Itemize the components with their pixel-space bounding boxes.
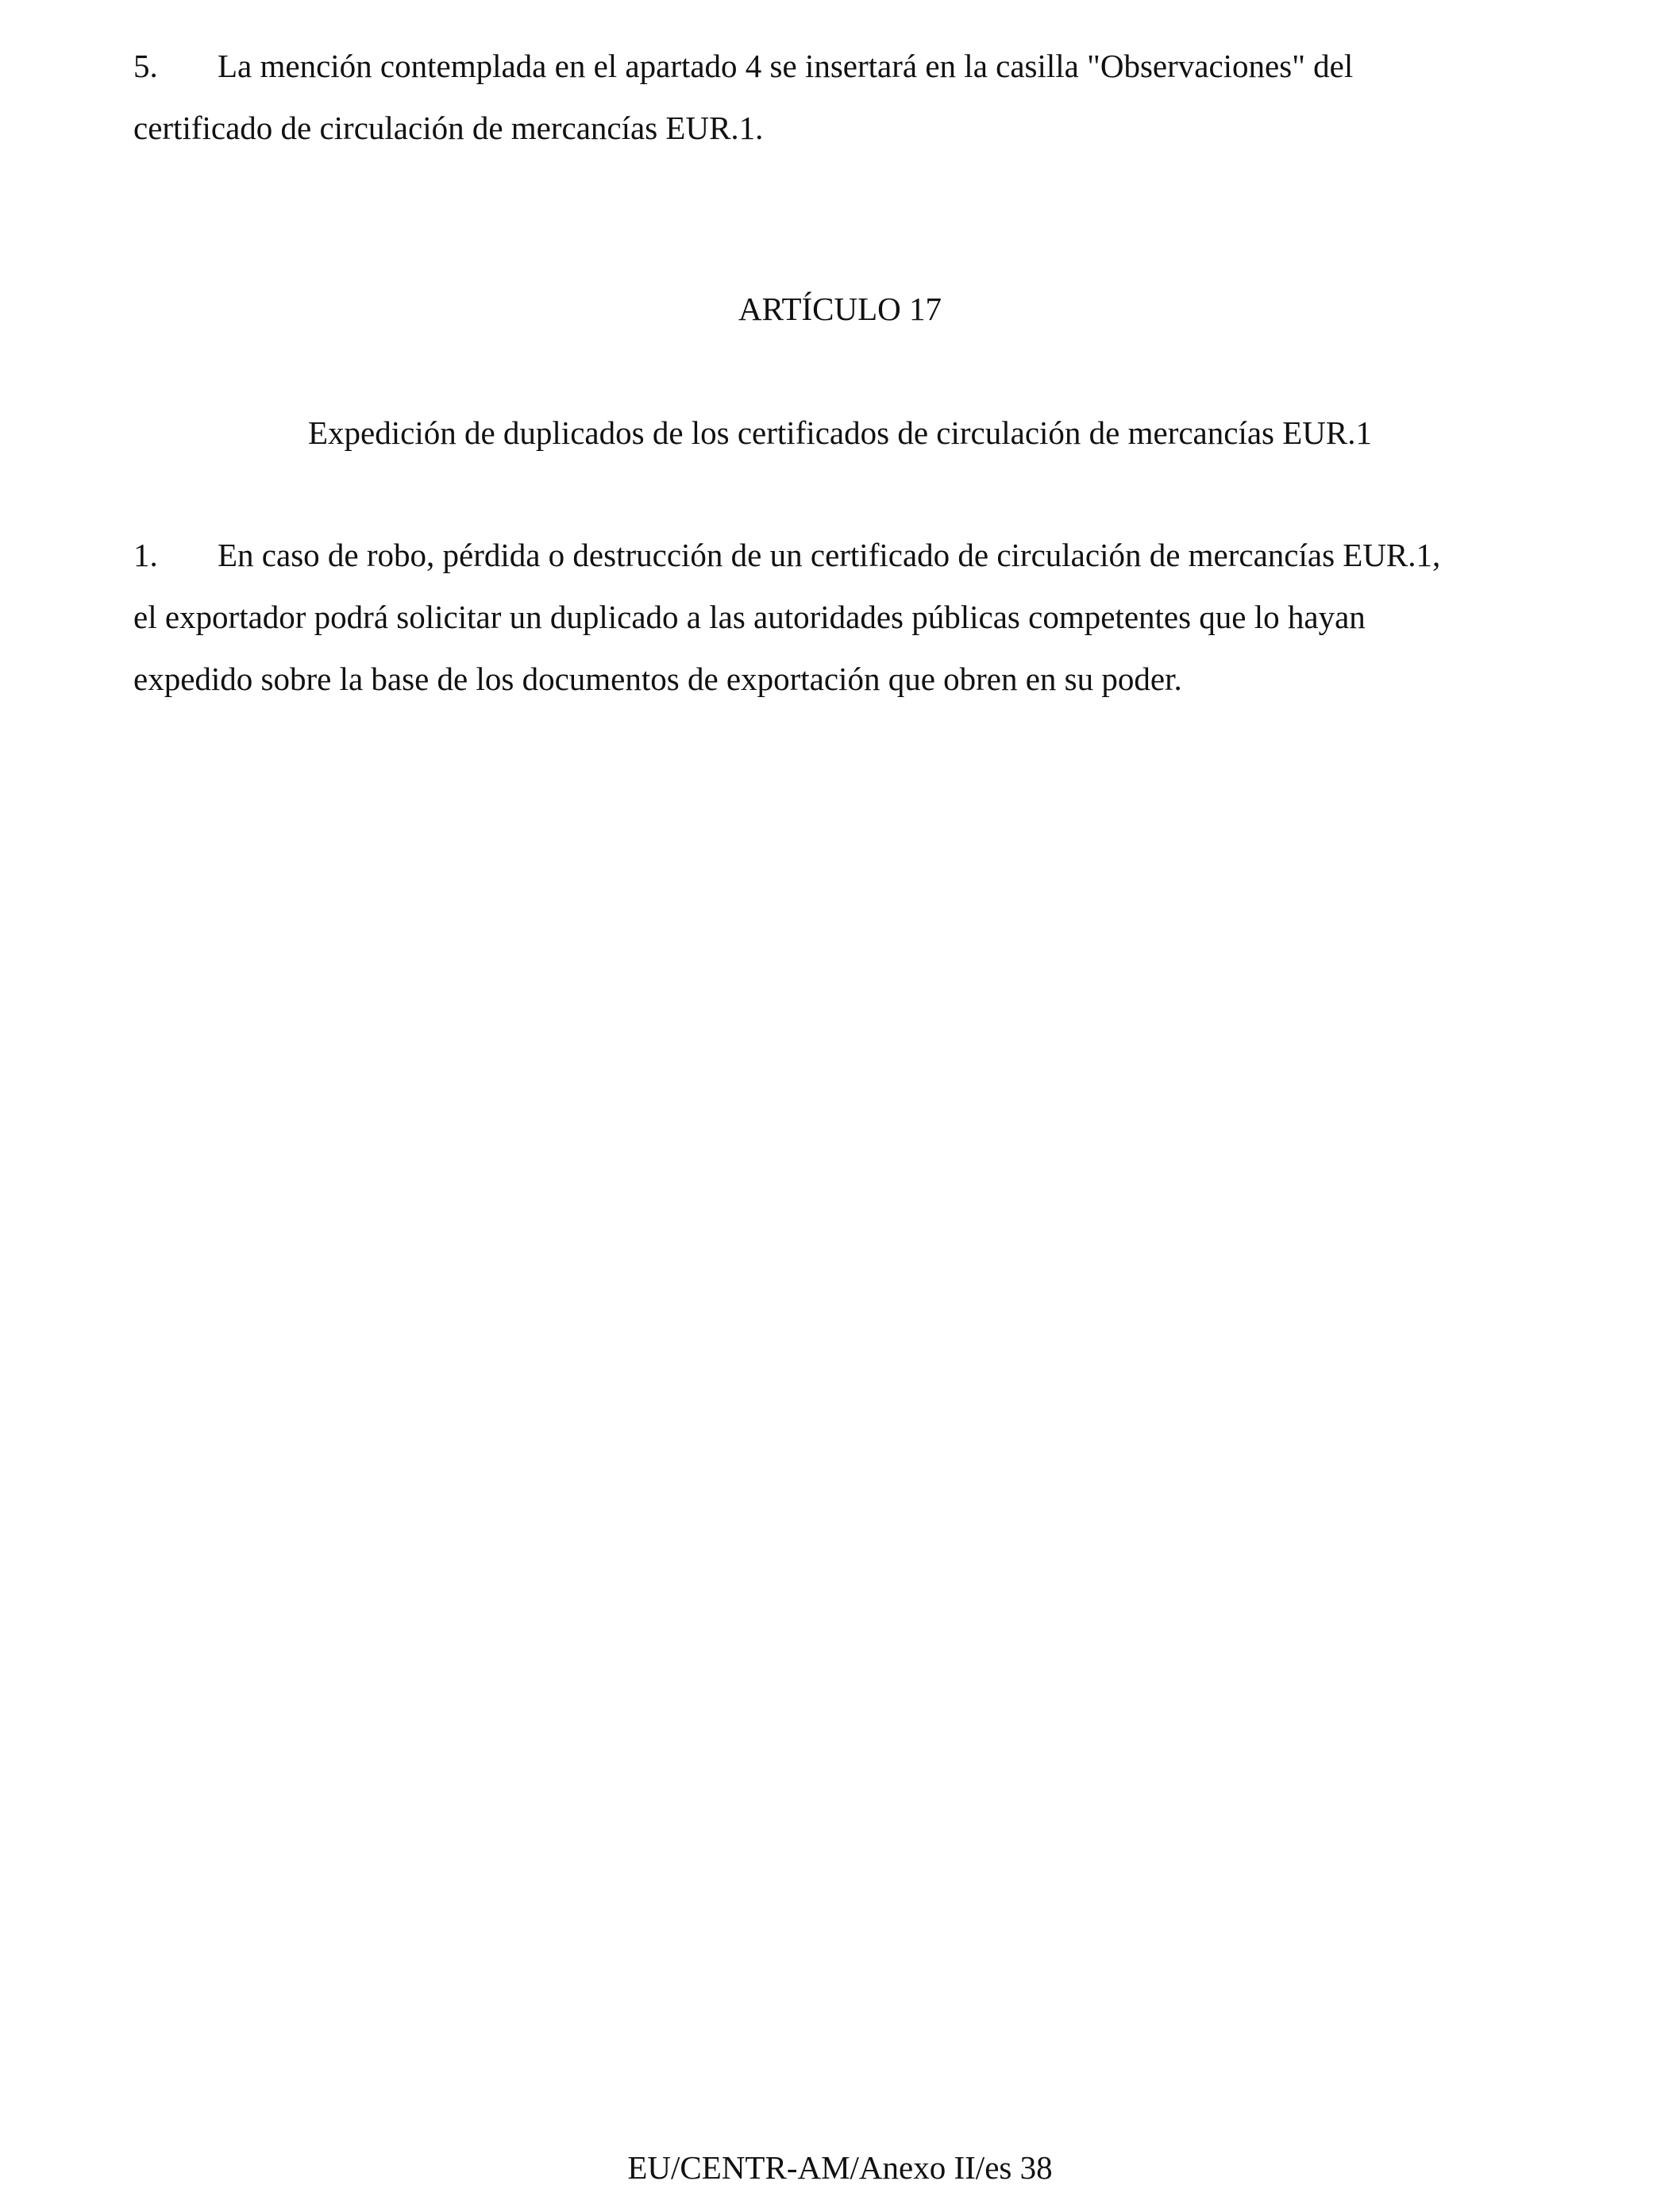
paragraph-5-text-line-1: La mención contemplada en el apartado 4 se insertará en la casilla "Observaciones" del xyxy=(218,48,1354,84)
paragraph-5-line-1 xyxy=(133,35,1562,97)
paragraph-5-text-line-2: certificado de circulación de mercancías EUR.1. xyxy=(133,110,764,146)
paragraph-5-number: 5. xyxy=(133,48,158,84)
page-footer-reference: EU/CENTR-AM/Anexo II/es 38 xyxy=(627,2149,1053,2186)
paragraph-1-number: 1. xyxy=(133,537,158,573)
paragraph-1 xyxy=(133,524,1562,710)
article-subtitle: Expedición de duplicados de los certificados de circulación de mercancías EUR.1 xyxy=(308,414,1372,451)
paragraph-1-text-line-3: expedido sobre la base de los documentos de exportación que obren en su poder. xyxy=(133,661,1182,697)
paragraph-1-line-1 xyxy=(133,524,1562,586)
paragraph-1-text-line-1: En caso de robo, pérdida o destrucción de un certificado de circulación de mercancías EUR.1, xyxy=(218,537,1441,573)
article-title: ARTÍCULO 17 xyxy=(738,291,942,327)
paragraph-5 xyxy=(133,35,1562,159)
paragraph-1-text-line-2: el exportador podrá solicitar un duplicado a las autoridades públicas competentes que lo hayan xyxy=(133,599,1366,635)
